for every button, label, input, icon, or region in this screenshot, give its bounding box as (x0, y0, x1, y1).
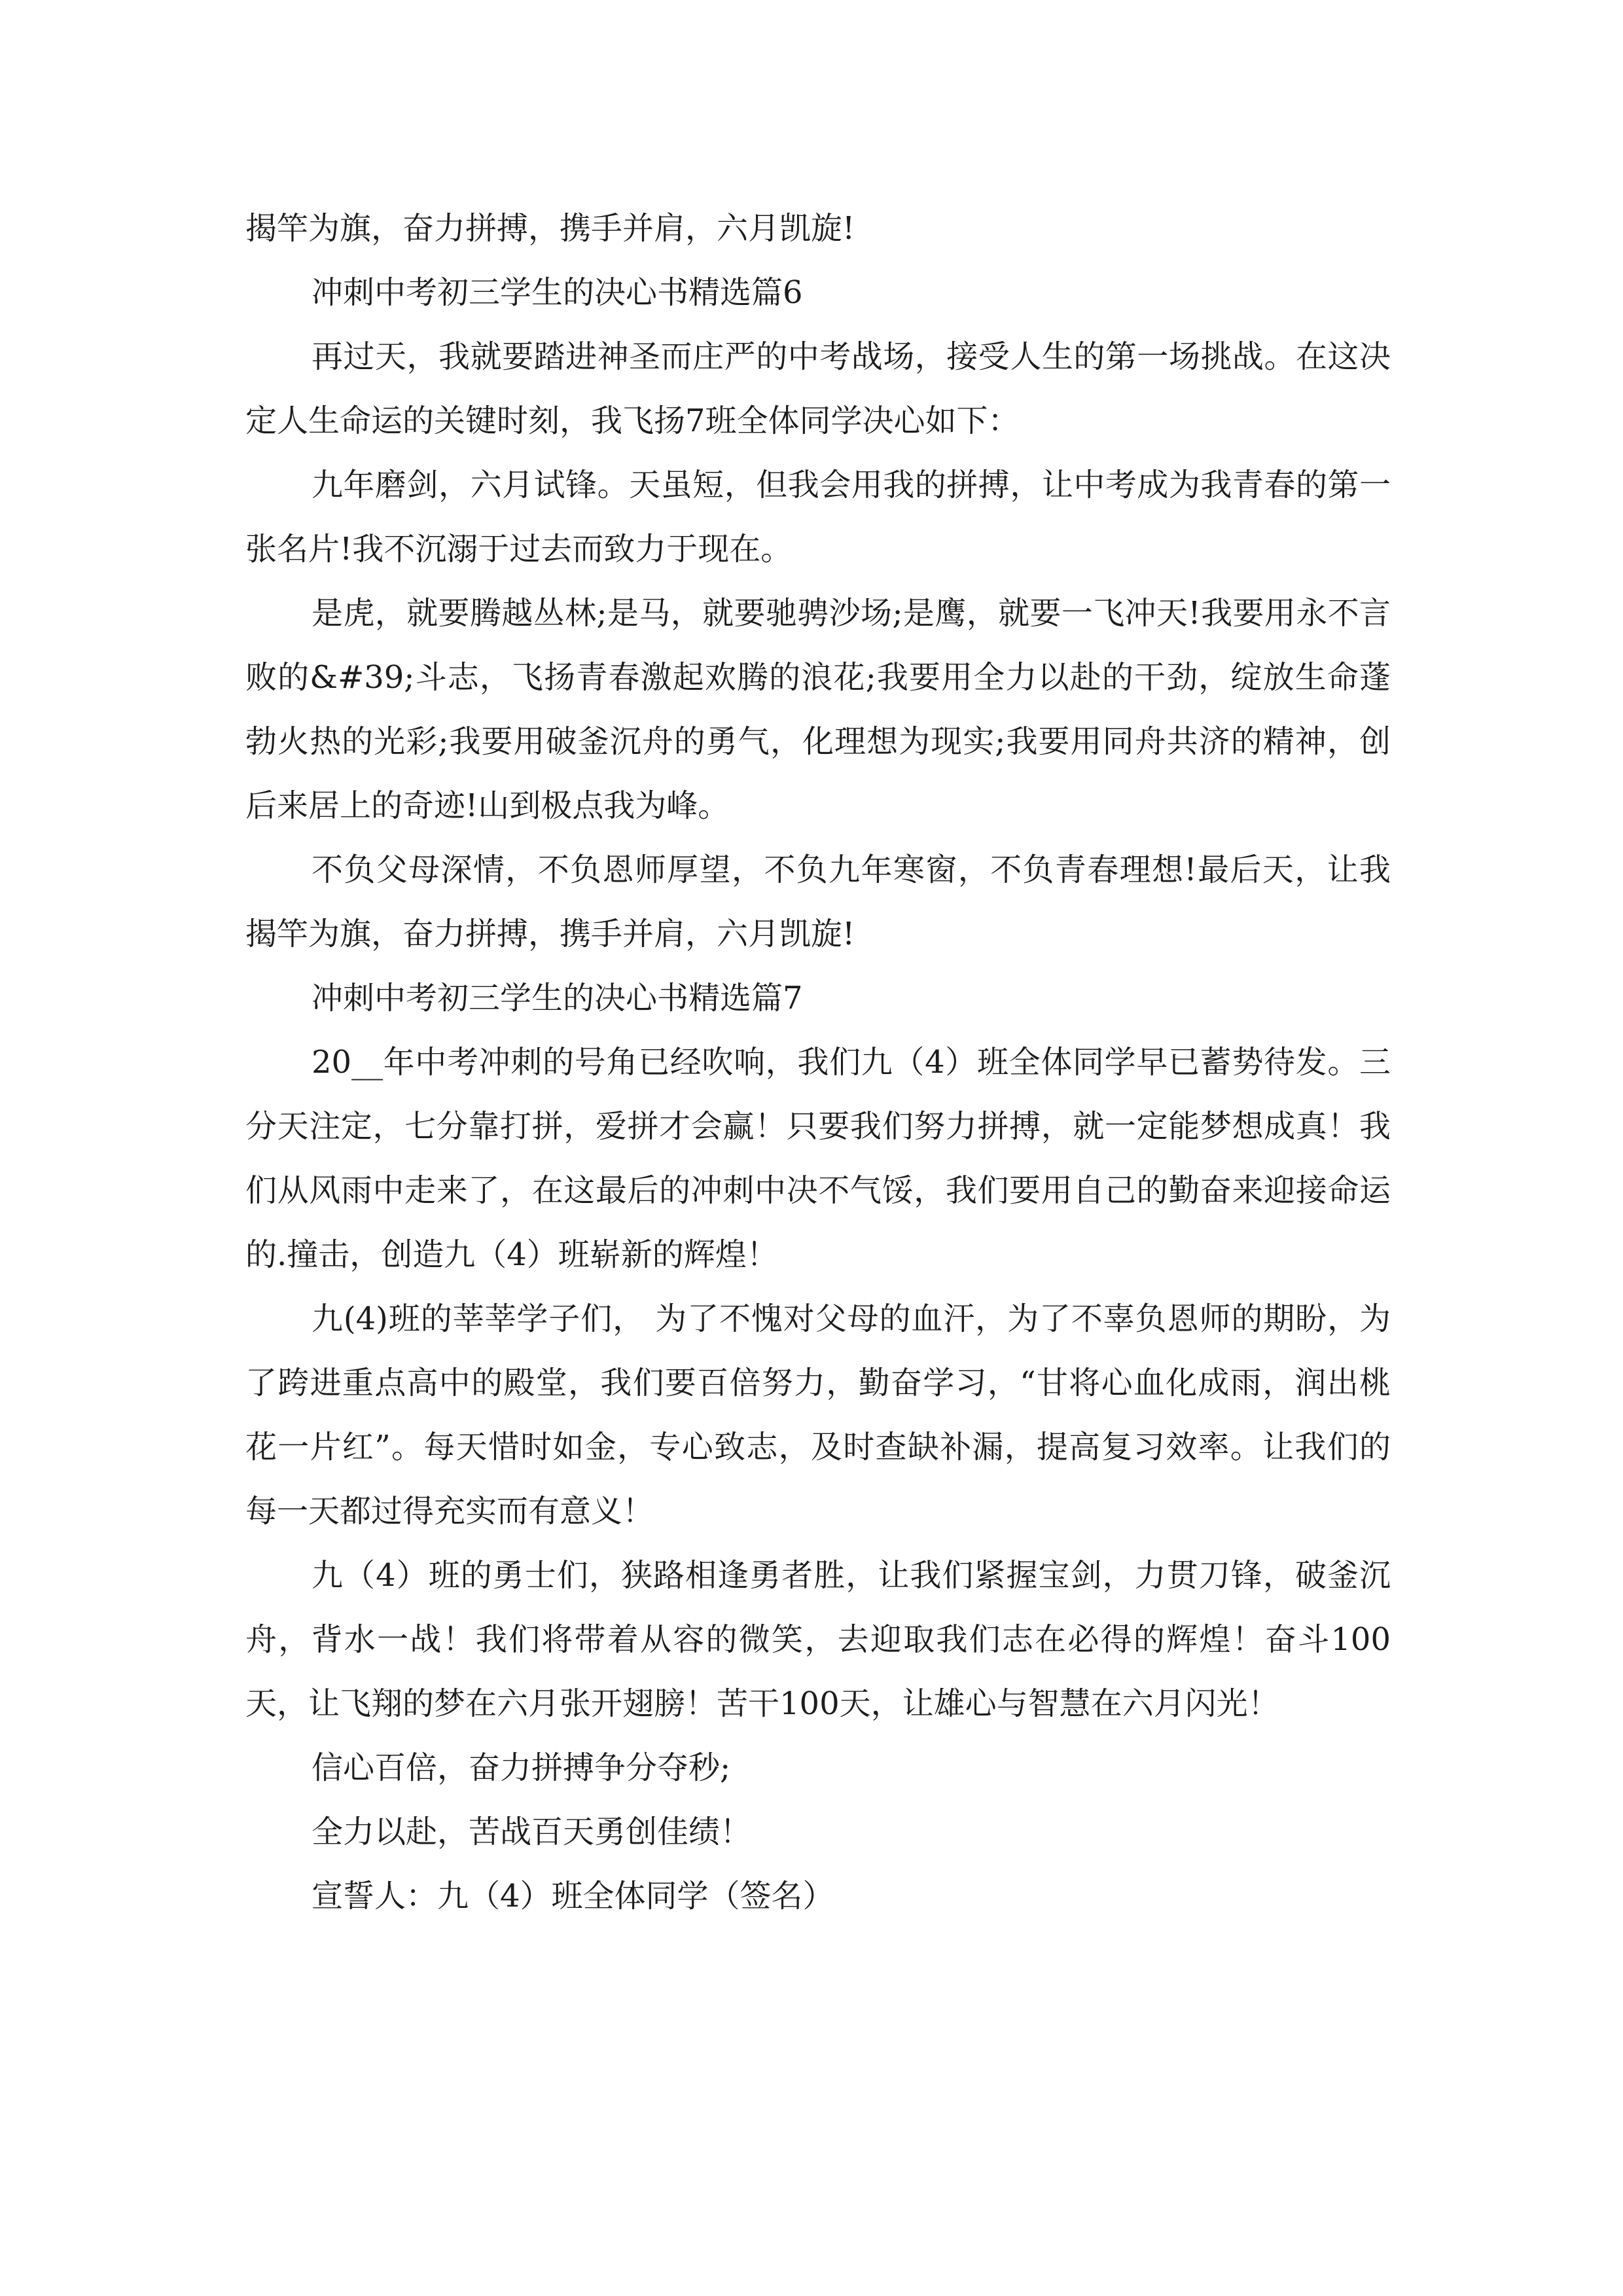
paragraph-continuation: 揭竿为旗，奋力拼搏，携手并肩，六月凯旋! (245, 210, 855, 247)
slogan-line: 全力以赴，苦战百天勇创佳绩！ (312, 1814, 752, 1850)
section-heading-6: 冲刺中考初三学生的决心书精选篇6 (312, 274, 803, 311)
section-heading-7: 冲刺中考初三学生的决心书精选篇7 (312, 980, 803, 1016)
document-body (245, 196, 1391, 1928)
pledge-signature-line: 宣誓人：九（4）班全体同学（签名） (312, 1878, 834, 1914)
paragraph: 九（4）班的勇士们，狭路相逢勇者胜，让我们紧握宝剑，力贯刀锋，破釜沉舟，背水一战！我们将带着从容的微笑，去迎取我们志在必得的辉煌！奋斗100天，让飞翔的梦在六月张开翅膀！苦干100天，让雄心与智慧在六月闪光！ (245, 1557, 1391, 1722)
paragraph: 九(4)班的莘莘学子们， 为了不愧对父母的血汗，为了不辜负恩师的期盼，为了跨进重点高中的殿堂，我们要百倍努力，勤奋学习，“甘将心血化成雨，润出桃花一片红”。每天惜时如金，专心致志，及时查缺补漏，提高复习效率。让我们的每一天都过得充实而有意义！ (245, 1300, 1391, 1530)
paragraph: 九年磨剑，六月试锋。天虽短，但我会用我的拼搏，让中考成为我青春的第一张名片!我不沉溺于过去而致力于现在。 (245, 467, 1391, 567)
paragraph: 不负父母深情，不负恩师厚望，不负九年寒窗，不负青春理想!最后天，让我揭竿为旗，奋力拼搏，携手并肩，六月凯旋! (245, 852, 1391, 952)
paragraph: 20__年中考冲刺的号角已经吹响，我们九（4）班全体同学早已蓄势待发。三分天注定，七分靠打拼，爱拼才会赢！只要我们努力拼搏，就一定能梦想成真！我们从风雨中走来了，在这最后的冲刺中决不气馁，我们要用自己的勤奋来迎接命运的.撞击，创造九（4）班崭新的辉煌！ (245, 1044, 1391, 1273)
paragraph: 是虎，就要腾越丛林;是马，就要驰骋沙场;是鹰，就要一飞冲天!我要用永不言败的&#39;斗志，飞扬青春激起欢腾的浪花;我要用全力以赴的干劲，绽放生命蓬勃火热的光彩;我要用破釜沉舟的勇气，化理想为现实;我要用同舟共济的精神，创后来居上的奇迹!山到极点我为峰。 (245, 595, 1391, 824)
slogan-line: 信心百倍，奋力拼搏争分夺秒; (312, 1749, 731, 1786)
paragraph: 再过天，我就要踏进神圣而庄严的中考战场，接受人生的第一场挑战。在这决定人生命运的关键时刻，我飞扬7班全体同学决心如下： (245, 338, 1391, 439)
